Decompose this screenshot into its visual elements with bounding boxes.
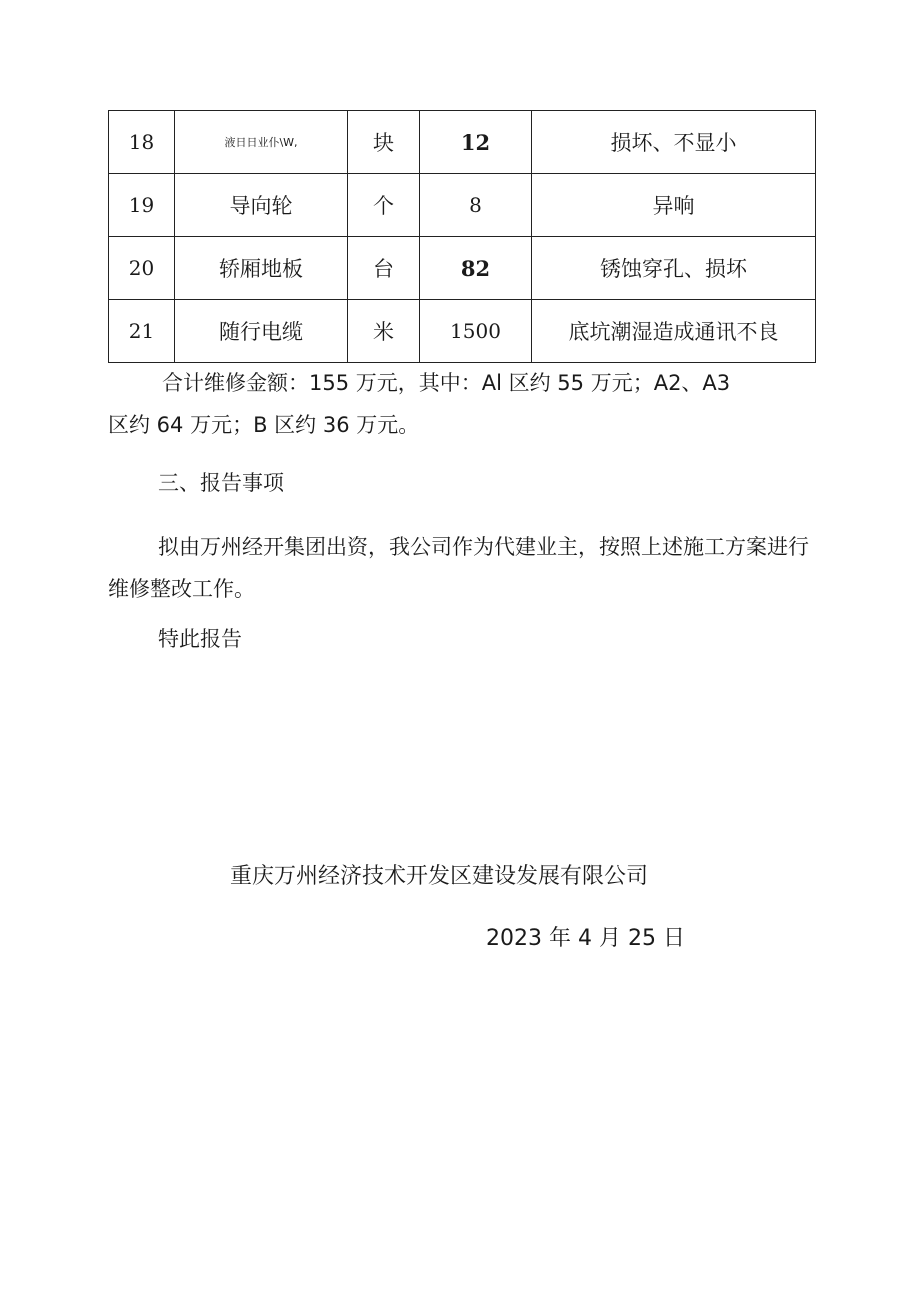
row-number: 20 (109, 237, 175, 300)
row-number: 18 (109, 111, 175, 174)
table-row (109, 300, 816, 363)
item-issue: 损坏、不显小 (532, 111, 816, 174)
item-quantity: 8 (420, 174, 532, 237)
total-amount-line-1: 合计维修金额：155 万元，其中：Al 区约 55 万元；A2、A3 (162, 371, 731, 395)
item-quantity: 12 (420, 111, 532, 174)
company-name: 重庆万州经济技术开发区建设发展有限公司 (230, 864, 649, 889)
item-issue: 底坑潮湿造成通讯不良 (532, 300, 816, 363)
item-name: 随行电缆 (175, 300, 348, 363)
section-heading: 三、报告事项 (158, 471, 284, 495)
item-quantity: 82 (420, 237, 532, 300)
table-row (109, 237, 816, 300)
item-quantity: 1500 (420, 300, 532, 363)
table-row (109, 174, 816, 237)
repair-items-table (108, 110, 816, 363)
total-amount-line-2: 区约 64 万元；B 区约 36 万元。 (108, 413, 420, 437)
item-name: 导向轮 (175, 174, 348, 237)
item-unit: 台 (348, 237, 420, 300)
total-amount-paragraph (108, 362, 815, 446)
item-name: 轿厢地板 (175, 237, 348, 300)
item-name: 液日日业仆\W, (175, 111, 348, 174)
row-number: 21 (109, 300, 175, 363)
closing-remark: 特此报告 (158, 627, 242, 651)
report-date: 2023 年 4 月 25 日 (486, 926, 685, 951)
item-unit: 个 (348, 174, 420, 237)
section-body: 拟由万州经开集团出资，我公司作为代建业主，按照上述施工方案进行维修整改工作。 (108, 535, 809, 601)
item-issue: 锈蚀穿孔、损坏 (532, 237, 816, 300)
item-issue: 异响 (532, 174, 816, 237)
item-unit: 米 (348, 300, 420, 363)
item-unit: 块 (348, 111, 420, 174)
row-number: 19 (109, 174, 175, 237)
table-row (109, 111, 816, 174)
